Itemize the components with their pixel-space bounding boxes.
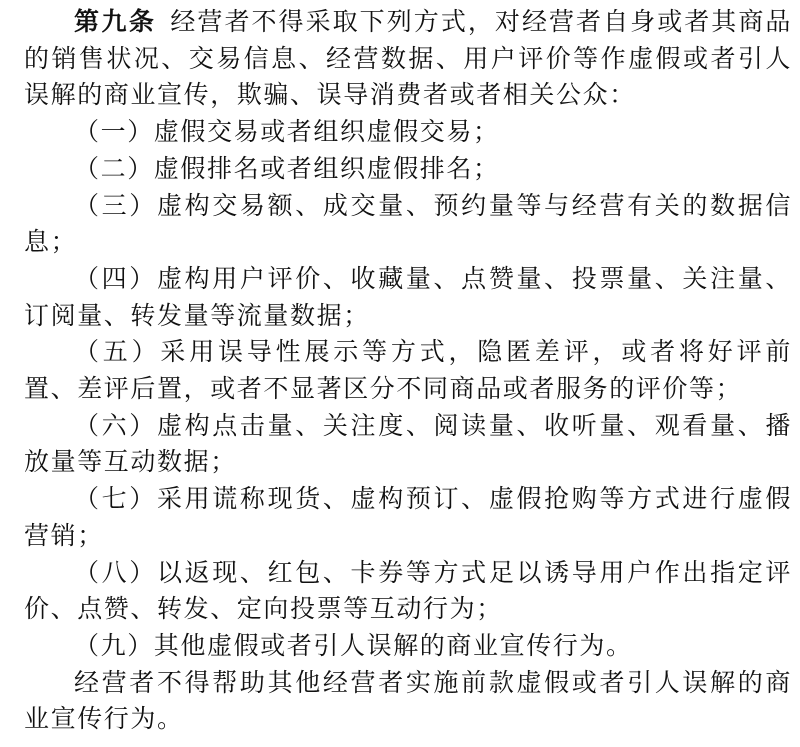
list-item-1: （一）虚假交易或者组织虚假交易； [74,117,500,147]
list-item-5: （五）采用误导性展示等方式，隐匿差评，或者将好评前置、差评后置，或者不显著区分不同商品或者服务的评价等； [24,337,792,404]
article-heading: 第九条 [74,7,157,36]
list-item-3: （三）虚构交易额、成交量、预约量等与经营有关的数据信息； [24,190,792,257]
list-item-4: （四）虚构用户评价、收藏量、点赞量、投票量、关注量、订阅量、转发量等流量数据； [24,263,792,330]
article-intro-paragraph [24,4,792,114]
closing-paragraph: 经营者不得帮助其他经营者实施前款虚假或者引人误解的商业宣传行为。 [24,667,792,734]
list-item-7: （七）采用谎称现货、虚构预订、虚假抢购等方式进行虚假营销； [24,484,792,550]
list-item-8: （八）以返现、红包、卡券等方式足以诱导用户作出指定评价、点赞、转发、定向投票等互动行为； [24,557,792,624]
list-item-9: （九）其他虚假或者引人误解的商业宣传行为。 [74,630,633,660]
list-item-6: （六）虚构点击量、关注度、阅读量、收听量、观看量、播放量等互动数据； [24,410,792,477]
list-item-2: （二）虚假排名或者组织虚假排名； [74,153,500,183]
article-intro-text: 经营者不得采取下列方式，对经营者自身或者其商品的销售状况、交易信息、经营数据、用户评价等作虚假或者引人误解的商业宣传，欺骗、误导消费者或者相关公众： [24,7,792,110]
